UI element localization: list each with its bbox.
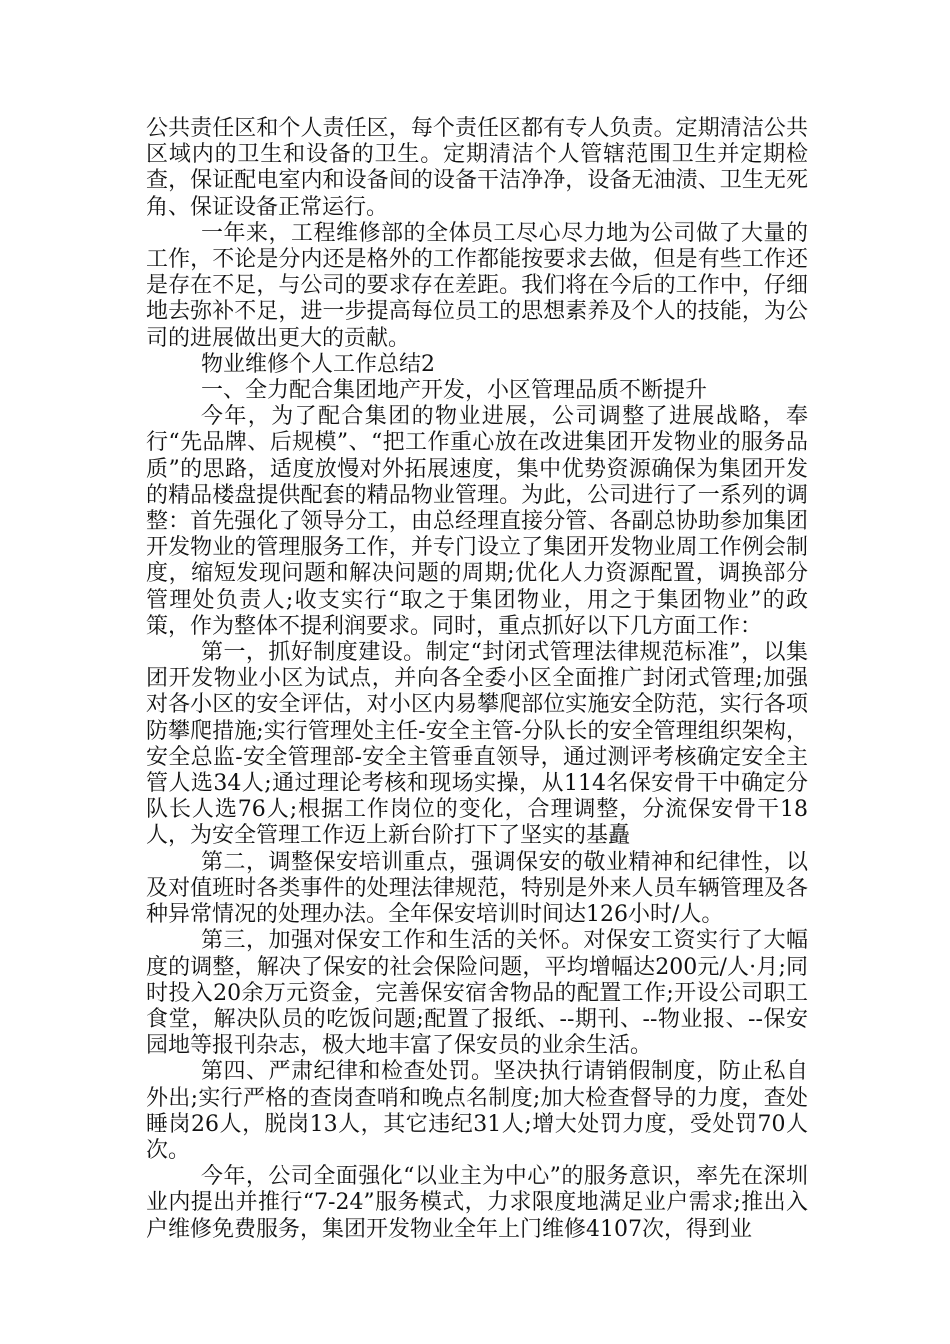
paragraph-second-point: 第二，调整保安培训重点，强调保安的敬业精神和纪律性，以及对值班时各类事件的处理法律规范，特别是外来人员车辆管理及各种异常情况的处理办法。全年保安培训时间达126小时/人。 xyxy=(146,849,808,928)
section-title: 物业维修个人工作总结2 xyxy=(201,351,435,377)
paragraph-first-point: 第一，抓好制度建设。制定“封闭式管理法律规范标准”，以集团开发物业小区为试点，并向各全委小区全面推广封闭式管理;加强对各小区的安全评估，对小区内易攀爬部位实施安全防范，实行各项防攀爬措施;实行管理处主任-安全主管-分队长的安全管理组织架构，安全总监-安全管理部-安全主管垂直领导，通过测评考核确定安全主管人选34人;通过理论考核和现场实操，从114名保安骨干中确定分队长人选76人;根据工作岗位的变化，合理调整，分流保安骨干18人，为安全管理工作迈上新台阶打下了坚实的基矗 xyxy=(146,640,808,849)
paragraph-strategy: 今年，为了配合集团的物业进展，公司调整了进展战略，奉行“先品牌、后规模”、“把工作重心放在改进集团开发物业的服务品质”的思路，适度放慢对外拓展速度，集中优势资源确保为集团开发的精品楼盘提供配套的精品物业管理。为此，公司进行了一系列的调整：首先强化了领导分工，由总经理直接分管、各副总协助参加集团开发物业的管理服务工作，并专门设立了集团开发物业周工作例会制度，缩短发现问题和解决问题的周期;优化人力资源配置，调换部分管理处负责人;收支实行“取之于集团物业，用之于集团物业”的政策，作为整体不提利润要求。同时，重点抓好以下几方面工作： xyxy=(146,404,808,639)
paragraph-service-model: 今年，公司全面强化“以业主为中心”的服务意识，率先在深圳业内提出并推行“7-24”服务模式，力求限度地满足业户需求;推出入户维修免费服务，集团开发物业全年上门维修4107次，得到业 xyxy=(146,1164,808,1242)
paragraph-responsibility-areas: 公共责任区和个人责任区，每个责任区都有专人负责。定期清洁公共区域内的卫生和设备的卫生。定期清洁个人管辖范围卫生并定期检查，保证配电室内和设备间的设备干洁净净，设备无油渍、卫生无死角、保证设备正常运行。 xyxy=(146,116,808,220)
paragraph-year-summary: 一年来，工程维修部的全体员工尽心尽力地为公司做了大量的工作，不论是分内还是格外的工作都能按要求去做，但是有些工作还是存在不足，与公司的要求存在差距。我们将在今后的工作中，仔细地去弥补不足，进一步提高每位员工的思想素养及个人的技能，为公司的进展做出更大的贡献。 xyxy=(146,220,808,351)
paragraph-third-point: 第三，加强对保安工作和生活的关怀。对保安工资实行了大幅度的调整，解决了保安的社会保险问题，平均增幅达200元/人·月;同时投入20余万元资金，完善保安宿舍物品的配置工作;开设公司职工食堂，解决队员的吃饭问题;配置了报纸、--期刊、--物业报、--保安园地等报刊杂志，极大地丰富了保安员的业余生活。 xyxy=(146,928,808,1059)
section-heading-1: 一、全力配合集团地产开发，小区管理品质不断提升 xyxy=(201,378,708,404)
document-body xyxy=(146,116,808,1243)
paragraph-fourth-point: 第四、严肃纪律和检查处罚。坚决执行请销假制度，防止私自外出;实行严格的查岗查哨和晚点名制度;加大检查督导的力度，查处睡岗26人，脱岗13人，其它违纪31人;增大处罚力度，受处罚70人次。 xyxy=(146,1059,808,1163)
